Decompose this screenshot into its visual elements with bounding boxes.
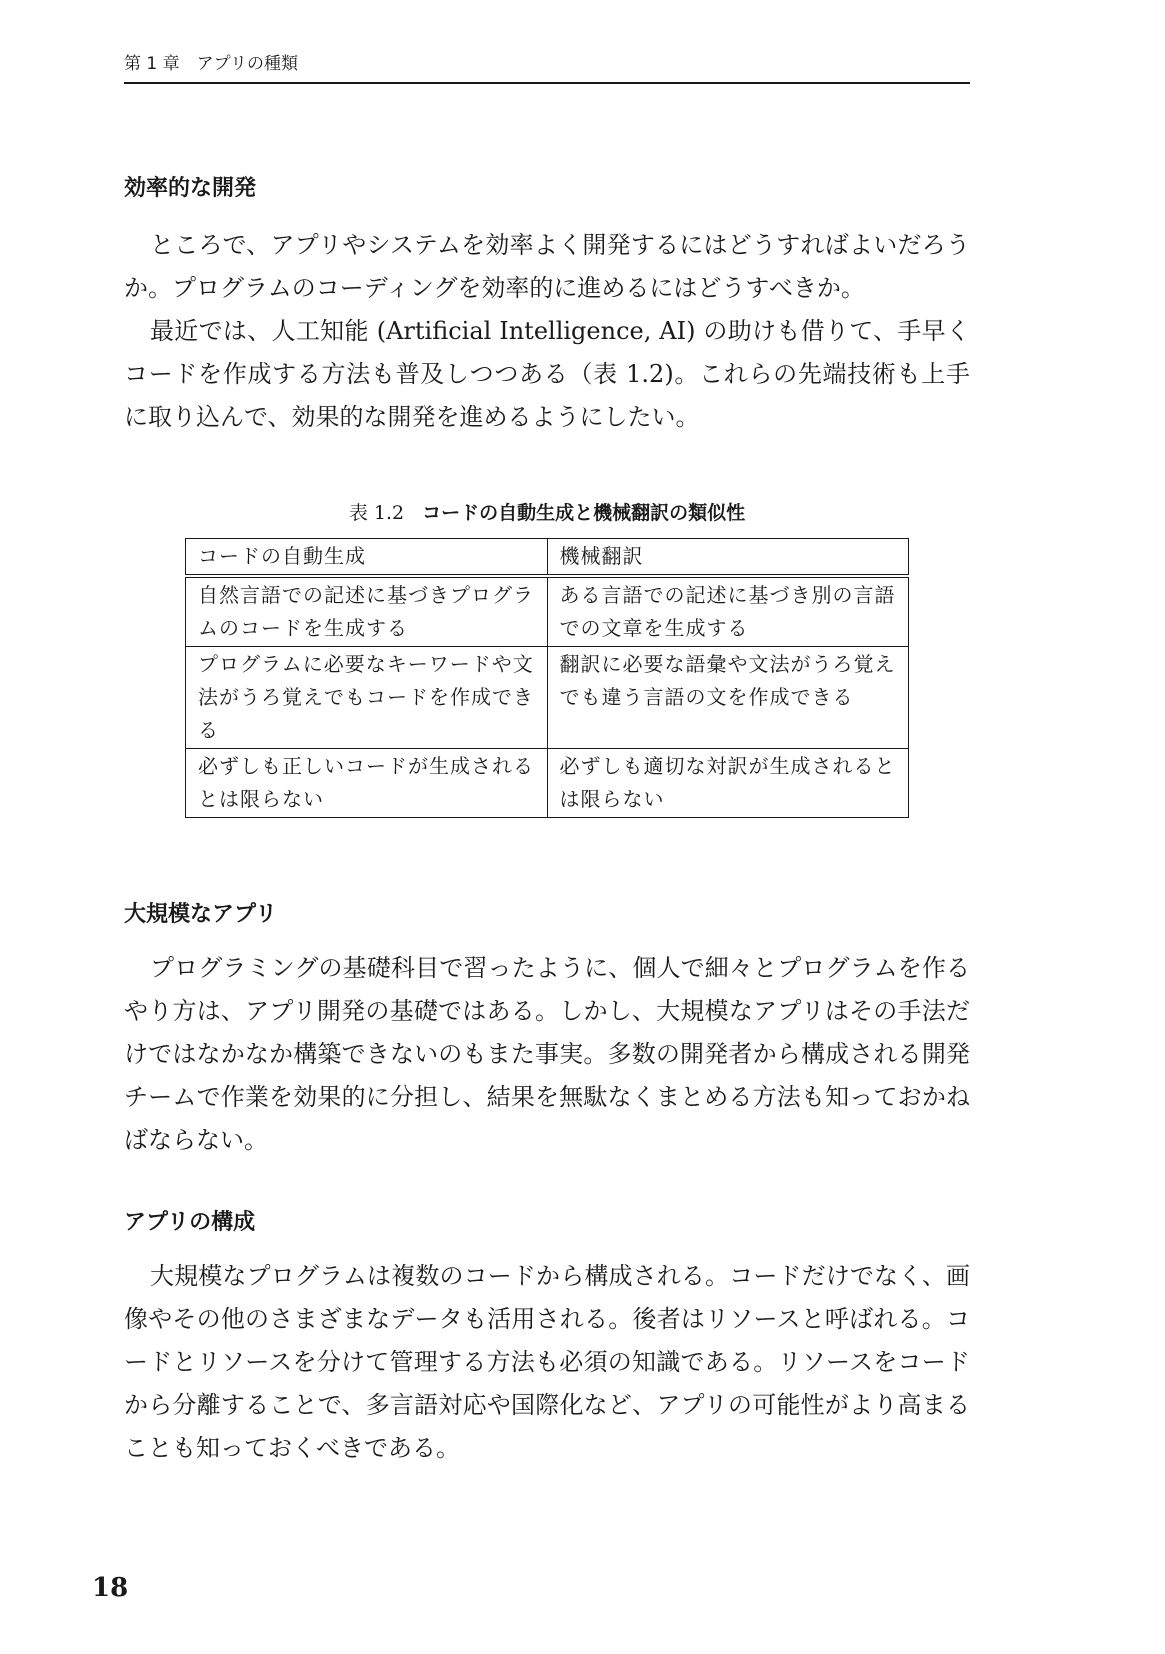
table-caption-text: コードの自動生成と機械翻訳の類似性	[422, 502, 746, 524]
table-row	[186, 749, 909, 818]
table-cell: ある言語での記述に基づき別の言語での文章を生成する	[547, 576, 909, 647]
comparison-table	[185, 538, 909, 818]
table-row	[186, 576, 909, 647]
paragraph: 大規模なプログラムは複数のコードから構成される。コードだけでなく、画像やその他のさまざまなデータも活用される。後者はリソースと呼ばれる。コードとリソースを分けて管理する方法も必須の知識である。リソースをコードから分離することで、多言語対応や国際化など、アプリの可能性がより高まることも知っておくべきである。	[124, 1262, 970, 1462]
table-cell: プログラムに必要なキーワードや文法がうろ覚えでもコードを作成できる	[186, 647, 548, 749]
table-row	[186, 647, 909, 749]
section-heading-app-structure: アプリの構成	[124, 1210, 256, 1235]
column-header-machine-translation: 機械翻訳	[547, 539, 909, 577]
table-caption	[185, 500, 909, 526]
table-cell: 自然言語での記述に基づきプログラムのコードを生成する	[186, 576, 548, 647]
running-head: 第 1 章 アプリの種類	[124, 52, 970, 84]
table-cell: 必ずしも正しいコードが生成されるとは限らない	[186, 749, 548, 818]
table-cell: 翻訳に必要な語彙や文法がうろ覚えでも違う言語の文を作成できる	[547, 647, 909, 749]
column-header-code-generation: コードの自動生成	[186, 539, 548, 577]
page-number: 18	[92, 1573, 129, 1603]
table-caption-number: 表 1.2	[348, 502, 405, 524]
table-cell: 必ずしも適切な対訳が生成されるとは限らない	[547, 749, 909, 818]
paragraph: 最近では、人工知能 (Artificial Intelligence, AI) の助けも借りて、手早くコードを作成する方法も普及しつつある（表 1.2)。これらの先端技術も上手に取り込んで、効果的な開発を進めるようにしたい。	[124, 317, 970, 431]
section-heading-efficient-development: 効率的な開発	[124, 176, 257, 201]
table-header-row	[186, 539, 909, 577]
paragraph: プログラミングの基礎科目で習ったように、個人で細々とプログラムを作るやり方は、アプリ開発の基礎ではある。しかし、大規模なアプリはその手法だけではなかなか構築できないのもまた事実。多数の開発者から構成される開発チームで作業を効果的に分担し、結果を無駄なくまとめる方法も知っておかねばならない。	[124, 954, 970, 1154]
section-heading-large-scale-apps: 大規模なアプリ	[124, 902, 278, 927]
paragraph: ところで、アプリやシステムを効率よく開発するにはどうすればよいだろうか。プログラムのコーディングを効率的に進めるにはどうすべきか。	[124, 231, 970, 302]
